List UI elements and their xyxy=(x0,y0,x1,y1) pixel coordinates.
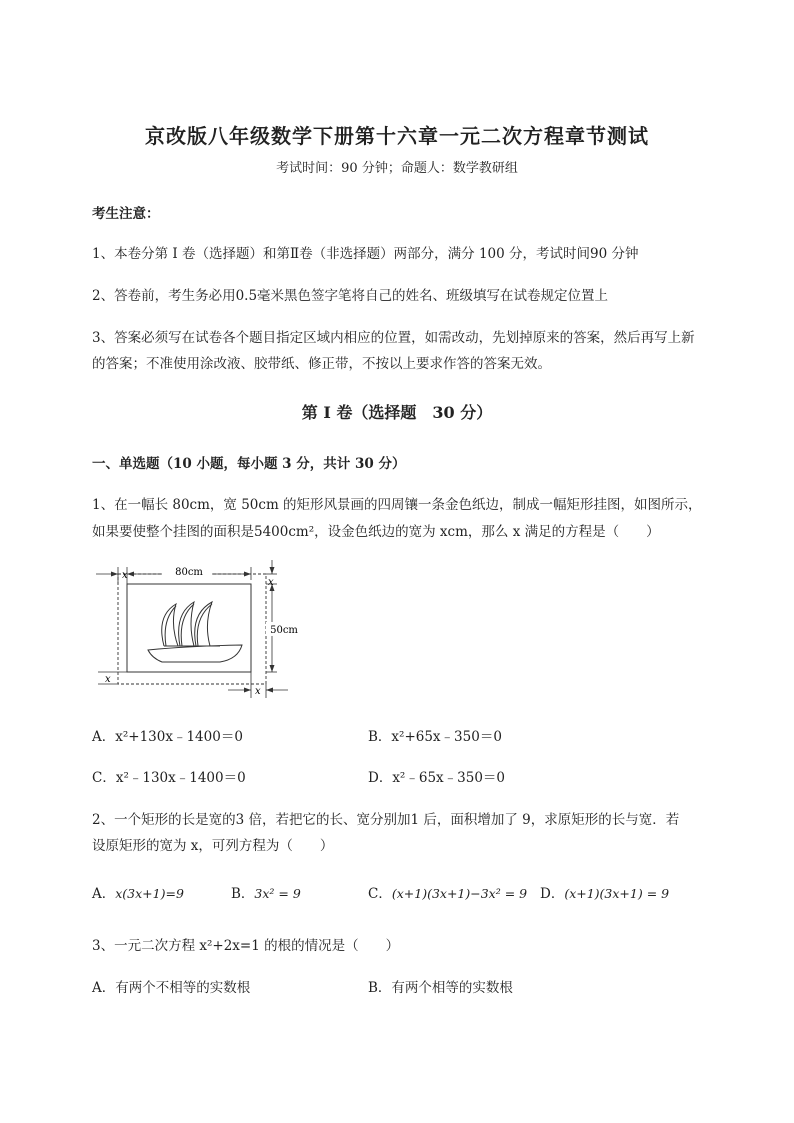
question-1-figure xyxy=(92,558,302,703)
q2-option-b[interactable] xyxy=(231,882,301,902)
q3-option-a[interactable]: A．有两个不相等的实数根 xyxy=(92,980,251,996)
q3-option-b[interactable]: B．有两个相等的实数根 xyxy=(368,980,513,996)
notice-item-3-line-2: 的答案；不准使用涂改液、胶带纸、修正带，不按以上要求作答的答案无效。 xyxy=(92,356,551,372)
q1-option-a[interactable]: A．x²+130x﹣1400＝0 xyxy=(92,729,243,745)
q2-option-b-formula: 3x² = 9 xyxy=(254,886,301,901)
figure-label-x-bottom-left: x xyxy=(105,674,111,685)
question-2-line-1: 2、一个矩形的长是宽的3 倍，若把它的长、宽分别加1 后，面积增加了 9，求原矩形的长与宽．若 xyxy=(92,812,680,828)
page-title: 京改版八年级数学下册第十六章一元二次方程章节测试 xyxy=(145,124,649,148)
q2-option-c[interactable] xyxy=(368,882,527,902)
notice-item-1: 1、本卷分第 I 卷（选择题）和第Ⅱ卷（非选择题）两部分，满分 100 分，考试时间90 分钟 xyxy=(92,246,639,262)
q2-option-b-label: B． xyxy=(231,886,255,902)
q2-option-a-formula: x(3x+1)=9 xyxy=(115,886,184,901)
exam-info: 考试时间：90 分钟；命题人：数学教研组 xyxy=(276,161,518,176)
question-2-line-2: 设原矩形的宽为 x，可列方程为（ ） xyxy=(92,838,334,854)
q1-option-d[interactable]: D．x²﹣65x﹣350＝0 xyxy=(368,770,505,786)
notice-heading: 考生注意： xyxy=(92,206,160,222)
q1-option-c[interactable]: C．x²﹣130x﹣1400＝0 xyxy=(92,770,246,786)
notice-item-3-line-1: 3、答案必须写在试卷各个题目指定区域内相应的位置，如需改动，先划掉原来的答案，然后再写上新 xyxy=(92,330,695,346)
question-3-line-1: 3、一元二次方程 x²+2x=1 的根的情况是（ ） xyxy=(92,938,400,954)
figure-label-80cm: 80cm xyxy=(175,567,203,578)
figure-label-x-top-left: x xyxy=(122,570,128,581)
figure-label-x-bottom-right: x xyxy=(255,686,261,697)
figure-label-x-right: x xyxy=(268,577,274,588)
section-title: 第 I 卷（选择题 30 分） xyxy=(301,403,493,422)
question-1-line-2: 如果要使整个挂图的面积是5400cm²，设金色纸边的宽为 xcm，那么 x 满足的方程是（ ） xyxy=(92,524,660,540)
q2-option-a[interactable] xyxy=(92,882,184,902)
figure-label-50cm: 50cm xyxy=(270,625,298,636)
q2-option-d[interactable] xyxy=(540,882,669,902)
boat-drawing xyxy=(148,602,242,662)
q2-option-d-label: D． xyxy=(540,886,565,902)
q2-option-c-label: C． xyxy=(368,886,392,902)
question-1-line-1: 1、在一幅长 80cm，宽 50cm 的矩形风景画的四周镶一条金色纸边，制成一幅矩形挂图，如图所示， xyxy=(92,497,702,513)
q2-option-c-formula: (x+1)(3x+1)−3x² = 9 xyxy=(391,886,528,901)
part-heading: 一、单选题（10 小题，每小题 3 分，共计 30 分） xyxy=(92,456,406,472)
q2-option-a-label: A． xyxy=(92,886,116,902)
notice-item-2: 2、答卷前，考生务必用0.5毫米黑色签字笔将自己的姓名、班级填写在试卷规定位置上 xyxy=(92,288,609,304)
q1-option-b[interactable]: B．x²+65x﹣350＝0 xyxy=(368,729,502,745)
q2-option-d-formula: (x+1)(3x+1) = 9 xyxy=(564,886,670,901)
